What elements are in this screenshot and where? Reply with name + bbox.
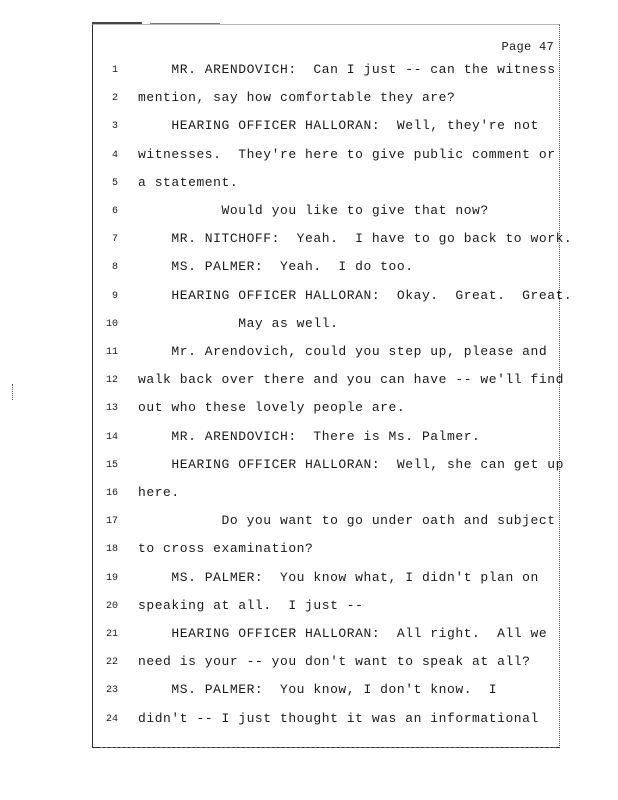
line-text: HEARING OFFICER HALLORAN: Okay. Great. Great. xyxy=(138,287,573,303)
line-text: out who these lovely people are. xyxy=(138,400,406,416)
line-text: speaking at all. I just -- xyxy=(138,597,364,613)
transcript-line xyxy=(0,62,618,80)
transcript-line xyxy=(0,118,618,136)
transcript-line xyxy=(0,541,618,559)
line-number: 22 xyxy=(105,657,118,669)
transcript-line xyxy=(0,231,618,249)
transcript-line xyxy=(0,598,618,616)
transcript-line xyxy=(0,288,618,306)
transcript-line xyxy=(0,147,618,165)
line-number: 11 xyxy=(105,347,118,358)
scan-mark xyxy=(100,745,556,748)
line-text: witnesses. They're here to give public comment or xyxy=(138,146,556,162)
transcript-line xyxy=(0,344,618,362)
line-text: MR. NITCHOFF: Yeah. I have to go back to work. xyxy=(138,231,573,247)
transcript-line xyxy=(0,654,618,672)
transcript-line xyxy=(0,175,618,193)
line-number: 18 xyxy=(105,544,118,556)
line-text: MR. ARENDOVICH: Can I just -- can the witness xyxy=(138,62,556,77)
line-number: 14 xyxy=(105,431,118,443)
line-text: HEARING OFFICER HALLORAN: All right. All we xyxy=(138,626,548,641)
transcript-line xyxy=(0,626,618,644)
line-number: 9 xyxy=(111,290,118,302)
line-number: 20 xyxy=(105,600,118,612)
line-number: 1 xyxy=(111,65,118,76)
line-text: May as well. xyxy=(138,315,339,331)
transcript-line xyxy=(0,457,618,475)
line-number: 17 xyxy=(105,516,118,528)
transcript-line xyxy=(0,316,618,334)
line-text: didn't -- I just thought it was an informational xyxy=(138,710,539,726)
line-number: 24 xyxy=(105,713,118,725)
transcript-line xyxy=(0,429,618,447)
line-number: 10 xyxy=(105,318,118,330)
transcript-line xyxy=(0,90,618,108)
transcript-line xyxy=(0,485,618,503)
line-text: MS. PALMER: Yeah. I do too. xyxy=(138,259,414,275)
line-number: 2 xyxy=(111,93,118,105)
transcript-line xyxy=(0,682,618,700)
transcript-line xyxy=(0,570,618,588)
line-number: 7 xyxy=(111,234,118,246)
transcript-line xyxy=(0,259,618,277)
line-number: 16 xyxy=(105,488,118,499)
line-text: a statement. xyxy=(138,174,239,190)
line-number: 3 xyxy=(111,121,118,133)
transcript-line xyxy=(0,711,618,729)
line-number: 23 xyxy=(105,685,118,697)
line-text: to cross examination? xyxy=(138,541,314,557)
line-number: 21 xyxy=(105,629,118,640)
transcript-line xyxy=(0,372,618,390)
transcript-line xyxy=(0,400,618,418)
line-number: 6 xyxy=(111,206,118,217)
line-number: 5 xyxy=(111,177,118,189)
line-text: Do you want to go under oath and subject xyxy=(138,513,556,529)
transcript-line xyxy=(0,513,618,531)
line-text: MS. PALMER: You know what, I didn't plan on xyxy=(138,569,539,585)
line-text: need is your -- you don't want to speak at all? xyxy=(138,654,531,670)
line-text: MS. PALMER: You know, I don't know. I xyxy=(138,682,498,698)
line-text: Would you like to give that now? xyxy=(138,203,489,218)
line-text: mention, say how comfortable they are? xyxy=(138,90,456,106)
line-number: 8 xyxy=(111,262,118,274)
line-text: HEARING OFFICER HALLORAN: Well, they're not xyxy=(138,118,539,134)
line-text: here. xyxy=(138,485,180,500)
transcript-line xyxy=(0,203,618,221)
line-number: 12 xyxy=(105,375,118,387)
line-number: 19 xyxy=(105,572,118,584)
line-number: 4 xyxy=(111,149,118,161)
line-number: 15 xyxy=(105,459,118,471)
line-text: walk back over there and you can have -- we'll find xyxy=(138,372,564,388)
line-text: MR. ARENDOVICH: There is Ms. Palmer. xyxy=(138,428,481,444)
line-number: 13 xyxy=(105,403,118,415)
line-text: HEARING OFFICER HALLORAN: Well, she can get up xyxy=(138,456,564,472)
line-text: Mr. Arendovich, could you step up, please and xyxy=(138,344,548,359)
page-number: Page 47 xyxy=(501,40,554,54)
